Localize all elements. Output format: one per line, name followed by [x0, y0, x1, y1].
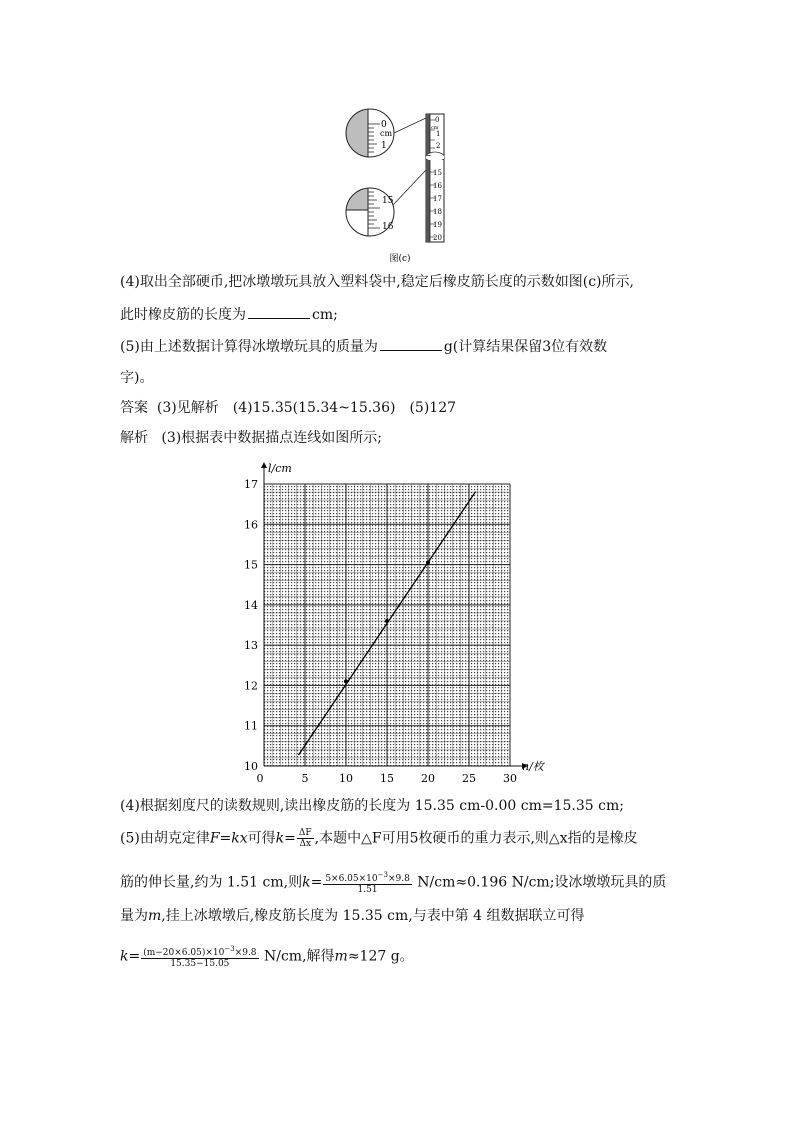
analysis-p5-line1 — [120, 828, 638, 849]
ruler-label-20: 20 — [433, 234, 442, 242]
p5-hooke-eq: F=kx — [209, 830, 248, 847]
chart-grid — [264, 484, 510, 766]
ruler-label-2: 2 — [436, 142, 441, 150]
vertical-ruler — [426, 114, 444, 242]
q4-answer-blank — [248, 304, 310, 319]
p8-frac-den: 15.35−15.05 — [170, 959, 230, 969]
y-tick-label: 10 — [244, 760, 258, 773]
p8-num-tail: ×9.8 — [234, 948, 257, 958]
figure-c-caption: 图(c) — [389, 254, 411, 264]
x-tick-label: 30 — [503, 772, 517, 785]
p8-fraction — [141, 944, 258, 969]
p6-frac-num — [323, 870, 412, 885]
zoom-bottom-15: 15 — [382, 196, 394, 206]
p6-num-tail: ×9.8 — [387, 874, 410, 884]
analysis-line3 — [120, 428, 382, 448]
p8-exp: −3 — [224, 945, 235, 953]
p6-text-b: N/cm≈0.196 N/cm;设冰墩墩玩具的质 — [417, 874, 667, 891]
answer-label: 答案 — [120, 400, 148, 416]
p6-num: 5×6.05×10 — [325, 874, 378, 884]
p8-frac-num — [141, 944, 258, 959]
analysis-p5-line4 — [120, 944, 414, 969]
x-tick-label: 15 — [380, 772, 394, 785]
analysis-label: 解析 — [120, 430, 148, 446]
figure-c-ruler — [340, 100, 450, 265]
y-tick-label: 16 — [244, 518, 258, 532]
p5-k: k= — [275, 830, 296, 847]
p5-text-b: 可得 — [247, 830, 276, 847]
analysis-p5-line2 — [120, 870, 666, 895]
q5-line1-text: (5)由上述数据计算得冰墩墩玩具的质量为 — [120, 339, 378, 355]
ruler-label-19: 19 — [433, 221, 442, 229]
answer-text: (3)见解析 (4)15.35(15.34~15.36) (5)127 — [156, 400, 457, 416]
ruler-label-cm: cm — [431, 125, 439, 131]
q5-line2: 字)。 — [120, 370, 154, 386]
p6-exp: −3 — [377, 871, 388, 879]
p8-k: k= — [120, 948, 141, 965]
p7-m: m — [148, 908, 162, 924]
analysis-p3: (3)根据表中数据描点连线如图所示; — [161, 430, 382, 446]
q5-line1 — [120, 336, 607, 357]
data-point — [426, 561, 430, 565]
q4-line2-unit: cm; — [312, 307, 338, 323]
p8-text-b: N/cm,解得 — [263, 948, 335, 965]
p8-text-c: ≈127 g。 — [347, 948, 414, 965]
p6-text-a: 筋的伸长量,约为 1.51 cm,则 — [120, 874, 303, 891]
p6-frac-den: 1.51 — [357, 885, 378, 895]
zoom-top-1: 1 — [381, 141, 387, 151]
analysis-p5-line3 — [120, 906, 585, 926]
ruler-label-1: 1 — [436, 130, 441, 138]
length-vs-coins-chart — [236, 458, 556, 788]
p7-text-a: 量为 — [120, 908, 148, 924]
p5-text-c: ,本题中△F可用5枚硬币的重力表示,则△x指的是橡皮 — [314, 830, 638, 847]
data-point — [344, 679, 348, 683]
y-tick-label: 14 — [244, 598, 258, 612]
y-tick-label: 15 — [244, 558, 258, 572]
q4-line1: (4)取出全部硬币,把冰墩墩玩具放入塑料袋中,稳定后橡皮筋长度的示数如图(c)所示, — [120, 274, 634, 290]
x-tick-label: 20 — [421, 772, 435, 785]
analysis-p4: (4)根据刻度尺的读数规则,读出橡皮筋的长度为 15.35 cm-0.00 cm=15.35 cm; — [120, 798, 624, 814]
p5-text-a: (5)由胡克定律 — [120, 830, 210, 847]
y-tick-label: 17 — [244, 478, 258, 491]
p5-fraction — [297, 828, 314, 849]
zoom-bottom-16: 16 — [382, 222, 394, 232]
p6-fraction — [323, 870, 412, 895]
answer-line — [120, 398, 456, 418]
y-axis-arrow — [261, 462, 267, 468]
x-tick-label: 10 — [339, 772, 353, 785]
q5-line1-tail: g(计算结果保留3位有效数 — [443, 339, 608, 355]
q4-line2 — [120, 304, 338, 325]
p8-num: (m−20×6.05)×10 — [143, 948, 225, 958]
q4-line2-text: 此时橡皮筋的长度为 — [120, 307, 246, 323]
x-tick-label: 5 — [301, 772, 309, 785]
zoom-circle-bottom — [346, 170, 426, 236]
x-tick-label: 0 — [256, 772, 264, 785]
ruler-label-17: 17 — [433, 195, 442, 203]
ruler-label-16: 16 — [433, 182, 442, 190]
p5-frac-num: ΔF — [298, 828, 312, 838]
data-point — [385, 619, 389, 623]
ruler-label-0: 0 — [435, 116, 440, 124]
ruler-label-15: 15 — [433, 169, 442, 177]
x-axis-label: n/枚 — [522, 760, 544, 773]
zoom-circle-top — [346, 109, 426, 157]
p8-m: m — [334, 948, 348, 965]
y-tick-label: 13 — [244, 639, 258, 653]
zoom-top-unit: cm — [380, 129, 393, 138]
p6-k: k= — [302, 874, 323, 891]
q5-answer-blank — [380, 336, 442, 351]
p7-text-b: ,挂上冰墩墩后,橡皮筋长度为 15.35 cm,与表中第 4 组数据联立可得 — [161, 908, 585, 924]
zoom-top-0: 0 — [381, 120, 387, 130]
x-tick-label: 25 — [462, 772, 476, 785]
p5-frac-den: Δx — [299, 839, 312, 849]
y-axis-label: l/cm — [268, 462, 292, 475]
ruler-label-18: 18 — [433, 208, 442, 216]
y-tick-label: 12 — [244, 679, 258, 693]
y-tick-label: 11 — [244, 719, 258, 733]
